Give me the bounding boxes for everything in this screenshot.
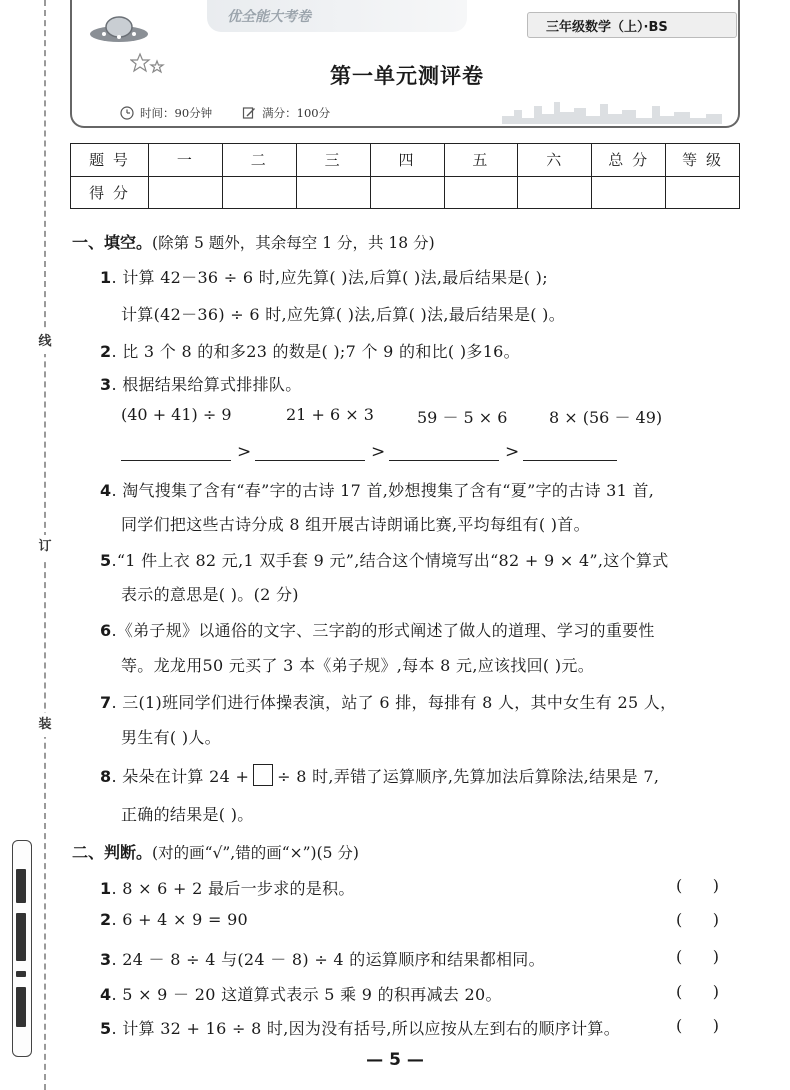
skyline-decoration — [502, 92, 722, 124]
q3-answer-blank[interactable] — [121, 460, 231, 461]
q1-text-1: . 计算 42－36 ÷ 6 时,应先算( )法,后算( )法,最后结果是( ); — [111, 268, 548, 287]
judge-item-4 — [100, 982, 502, 1005]
q3-ordering-row — [121, 442, 621, 464]
judge-answer-paren[interactable]: ( ) — [676, 947, 719, 966]
pencil-icon — [242, 106, 256, 120]
time-limit: 时间：90分钟 — [140, 106, 213, 120]
q8-text-1b: ÷ 8 时,弄错了运算顺序,先算加法后算除法,结果是 7, — [277, 767, 660, 786]
score-entry-cell[interactable] — [149, 176, 223, 209]
brand-strip — [207, 0, 467, 32]
score-entry-cell[interactable] — [518, 176, 592, 209]
q5-text-1: .“1 件上衣 82 元,1 双手套 9 元”,结合这个情境写出“82 + 9 × 4”,这个算式 — [111, 551, 669, 570]
q4-line1 — [100, 478, 654, 501]
q3-answer-blank[interactable] — [255, 460, 365, 461]
q6-line2 — [121, 653, 594, 676]
q3-answer-blank[interactable] — [389, 460, 499, 461]
brand-logo-text: 优全能大考卷 — [227, 9, 311, 25]
score-table-cell: 等 级 — [666, 144, 740, 177]
score-entry-cell[interactable] — [222, 176, 296, 209]
q7-line2 — [121, 725, 221, 748]
section2-note: (对的画“√”,错的画“×”)(5 分) — [152, 844, 359, 862]
score-table-cell: 四 — [370, 144, 444, 177]
q1-text-2: 计算(42－36) ÷ 6 时,应先算( )法,后算( )法,最后结果是( )。 — [121, 305, 566, 324]
q8-text-2: 正确的结果是( )。 — [121, 805, 254, 824]
score-table-cell: 二 — [222, 144, 296, 177]
section2-title: 二、判断。 — [72, 843, 153, 862]
score-entry-cell[interactable] — [444, 176, 518, 209]
judge-number: 1 — [100, 879, 112, 898]
q5-text-2: 表示的意思是( )。(2 分) — [121, 585, 299, 604]
judge-text: . 24 － 8 ÷ 4 与(24 － 8) ÷ 4 的运算顺序和结果都相同。 — [111, 950, 545, 969]
section2-heading — [72, 840, 359, 863]
score-entry-cell[interactable] — [592, 176, 666, 209]
ufo-icon — [88, 12, 150, 46]
judge-number: 5 — [100, 1019, 112, 1038]
binding-char-ding: 订 — [33, 535, 57, 559]
judge-number: 3 — [100, 950, 112, 969]
score-table-cell: 一 — [149, 144, 223, 177]
score-table-cell: 总 分 — [592, 144, 666, 177]
q3-greater-sign: > — [505, 442, 520, 462]
q3-expression: 21 + 6 × 3 — [286, 405, 374, 424]
judge-number: 4 — [100, 985, 112, 1004]
q8-text-1a: . 朵朵在计算 24 + — [111, 767, 250, 786]
judge-answer-paren[interactable]: ( ) — [676, 876, 719, 895]
q5-line1 — [100, 548, 669, 571]
q5-line2 — [121, 582, 299, 605]
section1-note: (除第 5 题外，其余每空 1 分，共 18 分) — [152, 234, 435, 252]
score-table-cell: 得 分 — [71, 176, 149, 209]
q3-answer-blank[interactable] — [523, 460, 617, 461]
score-entry-cell[interactable] — [370, 176, 444, 209]
judge-number: 2 — [100, 910, 112, 929]
q4-text-2: 同学们把这些古诗分成 8 组开展古诗朗诵比赛,平均每组有( )首。 — [121, 515, 590, 534]
page-title: 第一单元测评卷 — [330, 64, 484, 88]
q1-number: 1 — [100, 268, 112, 287]
header-banner — [70, 0, 740, 128]
score-table-cell: 三 — [296, 144, 370, 177]
q3-expression: 8 × (56 － 49) — [549, 408, 663, 427]
judge-item-1 — [100, 876, 355, 899]
section1-heading — [72, 230, 435, 253]
judge-item-5 — [100, 1016, 620, 1039]
binding-char-zhuang: 装 — [33, 713, 57, 737]
q7-text-2: 男生有( )人。 — [121, 728, 221, 747]
q7-line1 — [100, 690, 676, 713]
q8-blank-box[interactable] — [253, 764, 273, 786]
q4-text-1: . 淘气搜集了含有“春”字的古诗 17 首,妙想搜集了含有“夏”字的古诗 31 首, — [111, 481, 655, 500]
q6-text-1: .《弟子规》以通俗的文字、三字韵的形式阐述了做人的道理、学习的重要性 — [111, 621, 655, 640]
judge-text: . 5 × 9 － 20 这道算式表示 5 乘 9 的积再减去 20。 — [111, 985, 502, 1004]
score-entry-cell[interactable] — [296, 176, 370, 209]
q1-line1 — [100, 265, 548, 288]
q6-line1 — [100, 618, 655, 641]
grade-tag — [527, 12, 737, 38]
spine-label — [12, 840, 32, 1057]
score-table-score-row — [71, 176, 740, 209]
q7-number: 7 — [100, 693, 112, 712]
q4-number: 4 — [100, 481, 112, 500]
q8-line2 — [121, 802, 254, 825]
q6-number: 6 — [100, 621, 112, 640]
q3-number: 3 — [100, 375, 112, 394]
q3-greater-sign: > — [371, 442, 386, 462]
binding-char-xian: 线 — [33, 330, 57, 354]
clock-icon — [120, 106, 134, 120]
q3-line — [100, 372, 302, 395]
q2-number: 2 — [100, 342, 112, 361]
judge-text: . 计算 32 + 16 ÷ 8 时,因为没有括号,所以应按从左到右的顺序计算。 — [111, 1019, 621, 1038]
q7-text-1: . 三(1)班同学们进行体操表演，站了 6 排，每排有 8 人，其中女生有 25 人， — [111, 693, 677, 712]
score-table-cell: 五 — [444, 144, 518, 177]
judge-text: . 6 + 4 × 9 = 90 — [111, 910, 249, 929]
q4-line2 — [121, 512, 590, 535]
judge-item-2 — [100, 910, 248, 929]
q8-number: 8 — [100, 767, 112, 786]
q3-expression: (40 + 41) ÷ 9 — [121, 405, 232, 424]
section1-title: 一、填空。 — [72, 233, 153, 252]
score-entry-cell[interactable] — [666, 176, 740, 209]
full-score: 满分：100分 — [262, 106, 331, 120]
score-table — [70, 143, 740, 209]
judge-text: . 8 × 6 + 2 最后一步求的是积。 — [111, 879, 355, 898]
q3-expression: 59 － 5 × 6 — [417, 408, 508, 427]
q1-line2 — [121, 302, 565, 325]
judge-answer-paren[interactable]: ( ) — [676, 982, 719, 1001]
page-number: — 5 — — [366, 1050, 424, 1070]
judge-answer-paren[interactable]: ( ) — [676, 910, 719, 929]
grade-label: 三年级数学（上）·BS — [546, 20, 668, 35]
q2-line — [100, 339, 520, 362]
judge-answer-paren[interactable]: ( ) — [676, 1016, 719, 1035]
q2-text: . 比 3 个 8 的和多23 的数是( );7 个 9 的和比( )多16。 — [111, 342, 520, 361]
q3-text: . 根据结果给算式排排队。 — [111, 375, 302, 394]
q3-greater-sign: > — [237, 442, 252, 462]
score-table-cell: 六 — [518, 144, 592, 177]
judge-item-3 — [100, 947, 545, 970]
q5-number: 5 — [100, 551, 112, 570]
q6-text-2: 等。龙龙用50 元买了 3 本《弟子规》,每本 8 元,应该找回( )元。 — [121, 656, 594, 675]
exam-meta — [120, 105, 330, 121]
score-table-cell: 题 号 — [71, 144, 149, 177]
q8-line1 — [100, 764, 659, 787]
score-table-header-row — [71, 144, 740, 177]
